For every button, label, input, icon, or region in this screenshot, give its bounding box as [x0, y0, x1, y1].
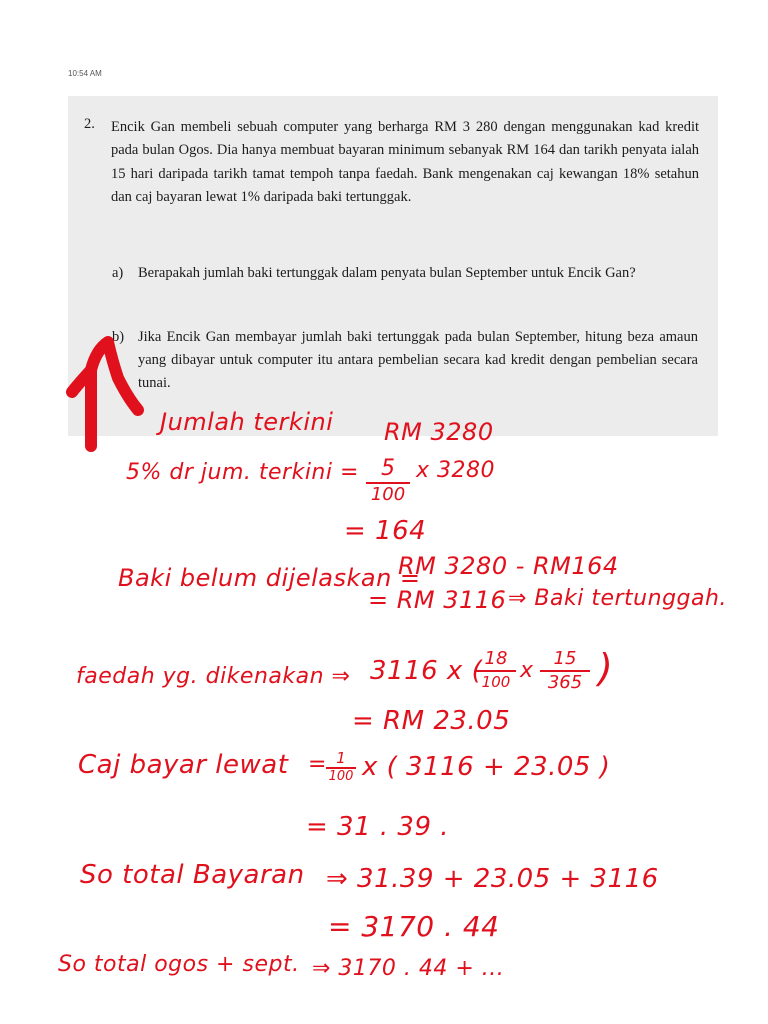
hw-line-6-left: faedah yg. dikenakan ⇒: [76, 664, 351, 689]
hw-line-10-right: ⇒ 31.39 + 23.05 + 3116: [326, 864, 659, 894]
hw-line-11: = 3170 . 44: [328, 910, 500, 943]
hw-line-3: = 164: [344, 516, 427, 546]
hw-line-8-lead: =: [308, 752, 327, 777]
hw-line-12-right: ⇒ 3170 . 44 + ...: [312, 956, 505, 981]
part-a-label: a): [112, 265, 124, 281]
hw-line-2-times: x 3280: [416, 458, 496, 483]
hw-line-8-left: Caj bayar lewat: [78, 750, 289, 780]
hw-fraction-5-100: [366, 456, 410, 506]
hw-line-1-left: Jumlah terkini: [160, 408, 334, 436]
hw-line-4-right: RM 3280 - RM164: [398, 552, 619, 580]
hw-fraction-15-365: [540, 648, 590, 694]
hw-line-1-right: RM 3280: [384, 418, 494, 446]
fraction-numerator: 18: [476, 648, 516, 672]
hw-line-12-left: So total ogos + sept.: [58, 952, 300, 977]
hw-line-9: = 31 . 39 .: [306, 812, 450, 842]
part-b-label: b): [112, 329, 125, 345]
hw-line-8-rest: x ( 3116 + 23.05 ): [362, 752, 611, 782]
hw-fraction-1-100: [326, 750, 356, 785]
hw-line-6-mid: x: [520, 658, 534, 683]
hw-line-10-left: So total Bayaran: [80, 860, 305, 890]
hw-line-6-suffix: ): [598, 646, 614, 690]
hw-fraction-18-100: [476, 648, 516, 692]
part-a-text: Berapakah jumlah baki tertunggak dalam penyata bulan September untuk Encik Gan?: [138, 265, 636, 281]
fraction-denominator: 100: [370, 484, 406, 505]
hw-line-2-left: 5% dr jum. terkini =: [126, 460, 359, 485]
hw-line-4-left: Baki belum dijelaskan =: [118, 564, 421, 592]
fraction-numerator: 5: [366, 456, 410, 484]
fraction-denominator: 100: [328, 769, 354, 784]
hw-line-7: = RM 23.05: [352, 706, 511, 736]
question-text: Encik Gan membeli sebuah computer yang berharga RM 3 280 dengan menggunakan kad kredit pada bulan Ogos. Dia hanya membuat bayaran minimum sebanyak RM 164 dan tarikh penyata ialah 15 hari daripada tarikh tamat tempoh tanpa faedah. Bank mengenakan caj kewangan 18% setahun dan caj bayaran lewat 1% daripada baki tertunggak.: [111, 119, 699, 205]
status-timestamp: 10:54 AM: [68, 69, 102, 78]
fraction-denominator: 100: [481, 673, 511, 691]
hw-line-5-note: ⇒ Baki tertunggah.: [508, 586, 727, 611]
hw-line-5: = RM 3116: [368, 586, 507, 614]
fraction-numerator: 15: [540, 648, 590, 672]
fraction-numerator: 1: [326, 750, 356, 769]
question-number: 2.: [84, 116, 95, 132]
fraction-denominator: 365: [547, 672, 583, 693]
part-b-text: Jika Encik Gan membayar jumlah baki tertunggak pada bulan September, hitung beza amaun yang dibayar untuk computer itu antara pembelian secara kad kredit dengan pembelian secara tunai.: [138, 329, 698, 391]
hw-line-6-prefix: 3116 x (: [370, 656, 483, 686]
